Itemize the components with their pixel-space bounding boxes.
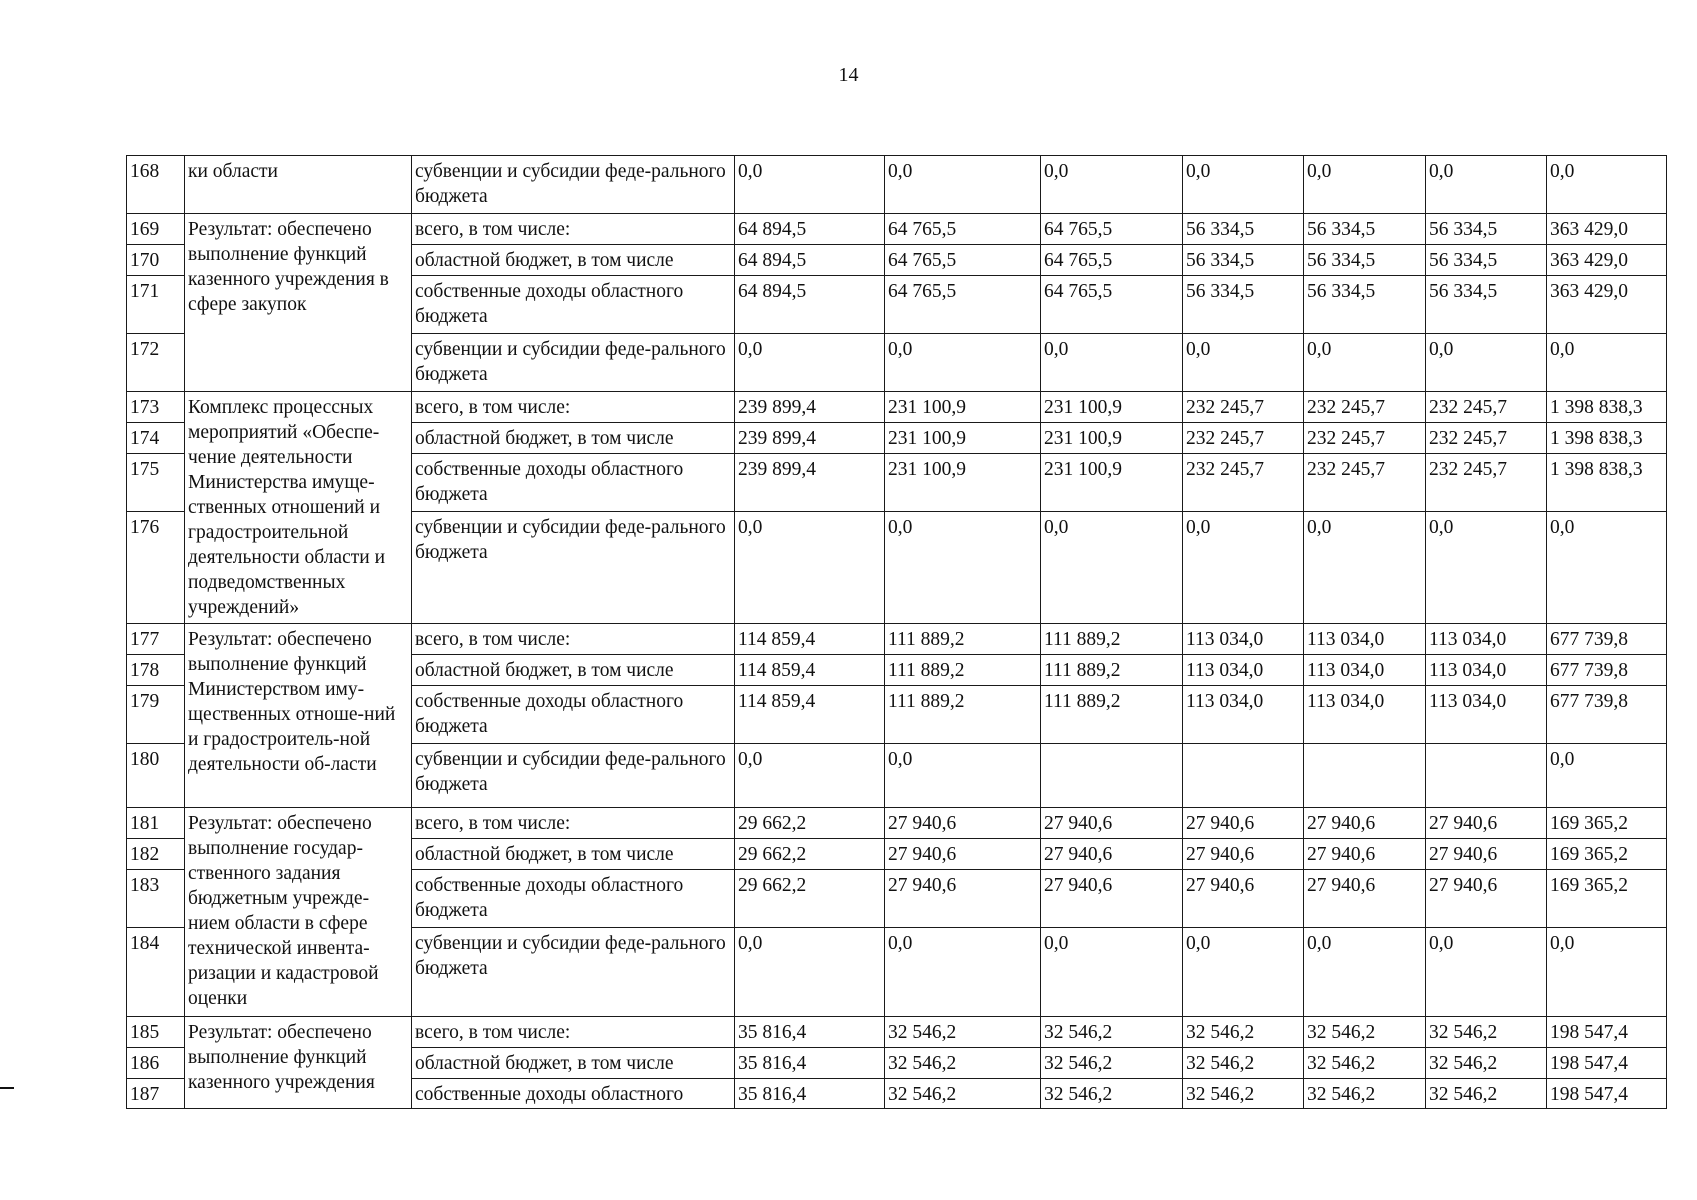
amount-cell: 1 398 838,3	[1547, 423, 1667, 454]
amount-cell: 232 245,7	[1304, 454, 1426, 512]
amount-cell: 32 546,2	[1304, 1048, 1426, 1079]
amount-cell: 56 334,5	[1183, 276, 1304, 334]
funding-source-cell: всего, в том числе:	[412, 808, 735, 839]
amount-cell: 111 889,2	[1041, 624, 1183, 655]
amount-cell: 64 765,5	[885, 245, 1041, 276]
activity-name-cell: Результат: обеспечено выполнение функций казенного учреждения в сфере закупок	[185, 214, 412, 392]
amount-cell: 32 546,2	[885, 1048, 1041, 1079]
amount-cell: 111 889,2	[885, 655, 1041, 686]
amount-cell: 0,0	[1041, 512, 1183, 624]
amount-cell: 111 889,2	[885, 624, 1041, 655]
amount-cell: 0,0	[1426, 512, 1547, 624]
funding-source-cell: собственные доходы областного бюджета	[412, 454, 735, 512]
funding-source-cell: всего, в том числе:	[412, 214, 735, 245]
amount-cell: 32 546,2	[1041, 1017, 1183, 1048]
amount-cell: 64 765,5	[1041, 245, 1183, 276]
amount-cell: 64 894,5	[735, 276, 885, 334]
row-number-cell: 173	[127, 392, 185, 423]
table-row	[127, 156, 1667, 214]
amount-cell: 27 940,6	[1183, 870, 1304, 928]
amount-cell: 32 546,2	[1426, 1017, 1547, 1048]
amount-cell: 169 365,2	[1547, 808, 1667, 839]
table-row	[127, 1017, 1667, 1048]
funding-source-cell: всего, в том числе:	[412, 624, 735, 655]
amount-cell: 198 547,4	[1547, 1048, 1667, 1079]
amount-cell: 0,0	[885, 744, 1041, 808]
amount-cell: 113 034,0	[1183, 686, 1304, 744]
amount-cell: 0,0	[1304, 334, 1426, 392]
row-number-cell: 172	[127, 334, 185, 392]
table-row	[127, 214, 1667, 245]
amount-cell: 0,0	[735, 744, 885, 808]
amount-cell: 27 940,6	[885, 870, 1041, 928]
amount-cell: 198 547,4	[1547, 1079, 1667, 1109]
row-number-cell: 183	[127, 870, 185, 928]
activity-name-cell: Результат: обеспечено выполнение функций Министерством иму-щественных отноше-ний и градостроитель-ной деятельности об-ласти	[185, 624, 412, 808]
amount-cell: 35 816,4	[735, 1017, 885, 1048]
amount-cell	[1183, 744, 1304, 808]
row-number-cell: 181	[127, 808, 185, 839]
amount-cell: 232 245,7	[1183, 423, 1304, 454]
amount-cell: 29 662,2	[735, 870, 885, 928]
amount-cell: 169 365,2	[1547, 839, 1667, 870]
amount-cell: 113 034,0	[1426, 686, 1547, 744]
amount-cell: 198 547,4	[1547, 1017, 1667, 1048]
amount-cell: 32 546,2	[1183, 1048, 1304, 1079]
amount-cell: 0,0	[1426, 334, 1547, 392]
amount-cell: 0,0	[735, 928, 885, 1017]
row-number-cell: 175	[127, 454, 185, 512]
amount-cell: 231 100,9	[885, 423, 1041, 454]
amount-cell: 29 662,2	[735, 808, 885, 839]
amount-cell: 114 859,4	[735, 686, 885, 744]
amount-cell: 0,0	[1041, 928, 1183, 1017]
amount-cell	[1041, 744, 1183, 808]
amount-cell	[1304, 744, 1426, 808]
amount-cell: 231 100,9	[885, 454, 1041, 512]
amount-cell: 1 398 838,3	[1547, 454, 1667, 512]
amount-cell: 64 765,5	[1041, 214, 1183, 245]
amount-cell: 27 940,6	[1426, 839, 1547, 870]
amount-cell: 0,0	[1304, 156, 1426, 214]
amount-cell: 0,0	[1183, 156, 1304, 214]
funding-source-cell: субвенции и субсидии феде-рального бюджета	[412, 334, 735, 392]
amount-cell: 111 889,2	[1041, 686, 1183, 744]
amount-cell: 232 245,7	[1183, 454, 1304, 512]
amount-cell: 0,0	[885, 928, 1041, 1017]
amount-cell: 56 334,5	[1183, 214, 1304, 245]
row-number-cell: 168	[127, 156, 185, 214]
amount-cell: 27 940,6	[1304, 839, 1426, 870]
amount-cell: 239 899,4	[735, 423, 885, 454]
amount-cell: 239 899,4	[735, 454, 885, 512]
amount-cell: 32 546,2	[885, 1017, 1041, 1048]
amount-cell: 27 940,6	[885, 839, 1041, 870]
amount-cell: 232 245,7	[1426, 423, 1547, 454]
amount-cell: 64 765,5	[885, 276, 1041, 334]
amount-cell: 32 546,2	[1304, 1017, 1426, 1048]
amount-cell: 56 334,5	[1183, 245, 1304, 276]
amount-cell: 114 859,4	[735, 655, 885, 686]
amount-cell: 0,0	[885, 334, 1041, 392]
funding-source-cell: субвенции и субсидии феде-рального бюджета	[412, 928, 735, 1017]
funding-source-cell: областной бюджет, в том числе	[412, 245, 735, 276]
amount-cell: 27 940,6	[1041, 808, 1183, 839]
amount-cell: 29 662,2	[735, 839, 885, 870]
table-row	[127, 808, 1667, 839]
row-number-cell: 174	[127, 423, 185, 454]
funding-source-cell: областной бюджет, в том числе	[412, 423, 735, 454]
funding-source-cell: всего, в том числе:	[412, 392, 735, 423]
activity-name-cell: ки области	[185, 156, 412, 214]
amount-cell: 113 034,0	[1304, 624, 1426, 655]
row-number-cell: 177	[127, 624, 185, 655]
amount-cell	[1426, 744, 1547, 808]
funding-source-cell: собственные доходы областного бюджета	[412, 686, 735, 744]
row-number-cell: 185	[127, 1017, 185, 1048]
amount-cell: 0,0	[885, 512, 1041, 624]
amount-cell: 363 429,0	[1547, 245, 1667, 276]
amount-cell: 27 940,6	[1426, 808, 1547, 839]
amount-cell: 64 765,5	[1041, 276, 1183, 334]
row-number-cell: 180	[127, 744, 185, 808]
amount-cell: 113 034,0	[1304, 655, 1426, 686]
row-number-cell: 182	[127, 839, 185, 870]
amount-cell: 111 889,2	[885, 686, 1041, 744]
amount-cell: 231 100,9	[885, 392, 1041, 423]
amount-cell: 363 429,0	[1547, 276, 1667, 334]
amount-cell: 239 899,4	[735, 392, 885, 423]
activity-name-cell: Результат: обеспечено выполнение государ-ственного задания бюджетным учрежде-нием области в сфере технической инвента-ризации и кадастровой оценки	[185, 808, 412, 1017]
amount-cell: 0,0	[735, 334, 885, 392]
funding-source-cell: собственные доходы областного	[412, 1079, 735, 1109]
page-number: 14	[838, 64, 859, 86]
amount-cell: 0,0	[1547, 334, 1667, 392]
row-number-cell: 184	[127, 928, 185, 1017]
amount-cell: 0,0	[1547, 156, 1667, 214]
amount-cell: 0,0	[1183, 334, 1304, 392]
amount-cell: 27 940,6	[1041, 870, 1183, 928]
amount-cell: 169 365,2	[1547, 870, 1667, 928]
funding-source-cell: областной бюджет, в том числе	[412, 655, 735, 686]
amount-cell: 0,0	[1041, 334, 1183, 392]
funding-source-cell: субвенции и субсидии феде-рального бюджета	[412, 512, 735, 624]
budget-table-body	[127, 156, 1667, 1109]
row-number-cell: 179	[127, 686, 185, 744]
amount-cell: 232 245,7	[1426, 454, 1547, 512]
amount-cell: 0,0	[1183, 512, 1304, 624]
amount-cell: 114 859,4	[735, 624, 885, 655]
amount-cell: 363 429,0	[1547, 214, 1667, 245]
amount-cell: 0,0	[1304, 928, 1426, 1017]
amount-cell: 0,0	[1547, 928, 1667, 1017]
amount-cell: 232 245,7	[1426, 392, 1547, 423]
row-number-cell: 186	[127, 1048, 185, 1079]
amount-cell: 32 546,2	[1426, 1079, 1547, 1109]
amount-cell: 32 546,2	[1041, 1079, 1183, 1109]
funding-source-cell: собственные доходы областного бюджета	[412, 276, 735, 334]
amount-cell: 27 940,6	[1304, 870, 1426, 928]
row-number-cell: 187	[127, 1079, 185, 1109]
amount-cell: 32 546,2	[1183, 1017, 1304, 1048]
amount-cell: 0,0	[885, 156, 1041, 214]
amount-cell: 113 034,0	[1304, 686, 1426, 744]
amount-cell: 35 816,4	[735, 1079, 885, 1109]
margin-mark	[0, 1087, 14, 1089]
amount-cell: 64 894,5	[735, 214, 885, 245]
amount-cell: 35 816,4	[735, 1048, 885, 1079]
amount-cell: 677 739,8	[1547, 686, 1667, 744]
row-number-cell: 176	[127, 512, 185, 624]
amount-cell: 32 546,2	[1304, 1079, 1426, 1109]
amount-cell: 32 546,2	[885, 1079, 1041, 1109]
amount-cell: 27 940,6	[885, 808, 1041, 839]
amount-cell: 113 034,0	[1426, 655, 1547, 686]
amount-cell: 27 940,6	[1183, 808, 1304, 839]
amount-cell: 27 940,6	[1426, 870, 1547, 928]
amount-cell: 56 334,5	[1426, 245, 1547, 276]
amount-cell: 0,0	[1304, 512, 1426, 624]
amount-cell: 232 245,7	[1304, 423, 1426, 454]
amount-cell: 111 889,2	[1041, 655, 1183, 686]
amount-cell: 64 765,5	[885, 214, 1041, 245]
row-number-cell: 170	[127, 245, 185, 276]
amount-cell: 56 334,5	[1304, 276, 1426, 334]
amount-cell: 0,0	[1426, 928, 1547, 1017]
amount-cell: 0,0	[1041, 156, 1183, 214]
activity-name-cell: Результат: обеспечено выполнение функций казенного учреждения	[185, 1017, 412, 1109]
amount-cell: 232 245,7	[1304, 392, 1426, 423]
amount-cell: 56 334,5	[1304, 214, 1426, 245]
table-row	[127, 392, 1667, 423]
funding-source-cell: областной бюджет, в том числе	[412, 839, 735, 870]
amount-cell: 32 546,2	[1426, 1048, 1547, 1079]
amount-cell: 677 739,8	[1547, 624, 1667, 655]
funding-source-cell: областной бюджет, в том числе	[412, 1048, 735, 1079]
table-row	[127, 624, 1667, 655]
amount-cell: 231 100,9	[1041, 392, 1183, 423]
amount-cell: 677 739,8	[1547, 655, 1667, 686]
funding-source-cell: субвенции и субсидии феде-ральнoго бюджета	[412, 156, 735, 214]
amount-cell: 32 546,2	[1041, 1048, 1183, 1079]
amount-cell: 0,0	[735, 156, 885, 214]
funding-source-cell: собственные доходы областного бюджета	[412, 870, 735, 928]
amount-cell: 27 940,6	[1304, 808, 1426, 839]
amount-cell: 232 245,7	[1183, 392, 1304, 423]
amount-cell: 1 398 838,3	[1547, 392, 1667, 423]
amount-cell: 0,0	[1426, 156, 1547, 214]
funding-source-cell: субвенции и субсидии феде-рального бюджета	[412, 744, 735, 808]
amount-cell: 0,0	[1547, 744, 1667, 808]
amount-cell: 56 334,5	[1304, 245, 1426, 276]
amount-cell: 32 546,2	[1183, 1079, 1304, 1109]
amount-cell: 0,0	[1183, 928, 1304, 1017]
amount-cell: 113 034,0	[1183, 655, 1304, 686]
row-number-cell: 171	[127, 276, 185, 334]
amount-cell: 0,0	[735, 512, 885, 624]
activity-name-cell: Комплекс процессных мероприятий «Обеспе-чение деятельности Министерства имуще-ственных отношений и градостроительной деятельности области и подведомственных учреждений»	[185, 392, 412, 624]
amount-cell: 113 034,0	[1426, 624, 1547, 655]
amount-cell: 0,0	[1547, 512, 1667, 624]
amount-cell: 231 100,9	[1041, 454, 1183, 512]
row-number-cell: 178	[127, 655, 185, 686]
row-number-cell: 169	[127, 214, 185, 245]
amount-cell: 113 034,0	[1183, 624, 1304, 655]
amount-cell: 64 894,5	[735, 245, 885, 276]
amount-cell: 231 100,9	[1041, 423, 1183, 454]
amount-cell: 27 940,6	[1041, 839, 1183, 870]
budget-table	[126, 155, 1667, 1109]
amount-cell: 27 940,6	[1183, 839, 1304, 870]
funding-source-cell: всего, в том числе:	[412, 1017, 735, 1048]
amount-cell: 56 334,5	[1426, 214, 1547, 245]
amount-cell: 56 334,5	[1426, 276, 1547, 334]
